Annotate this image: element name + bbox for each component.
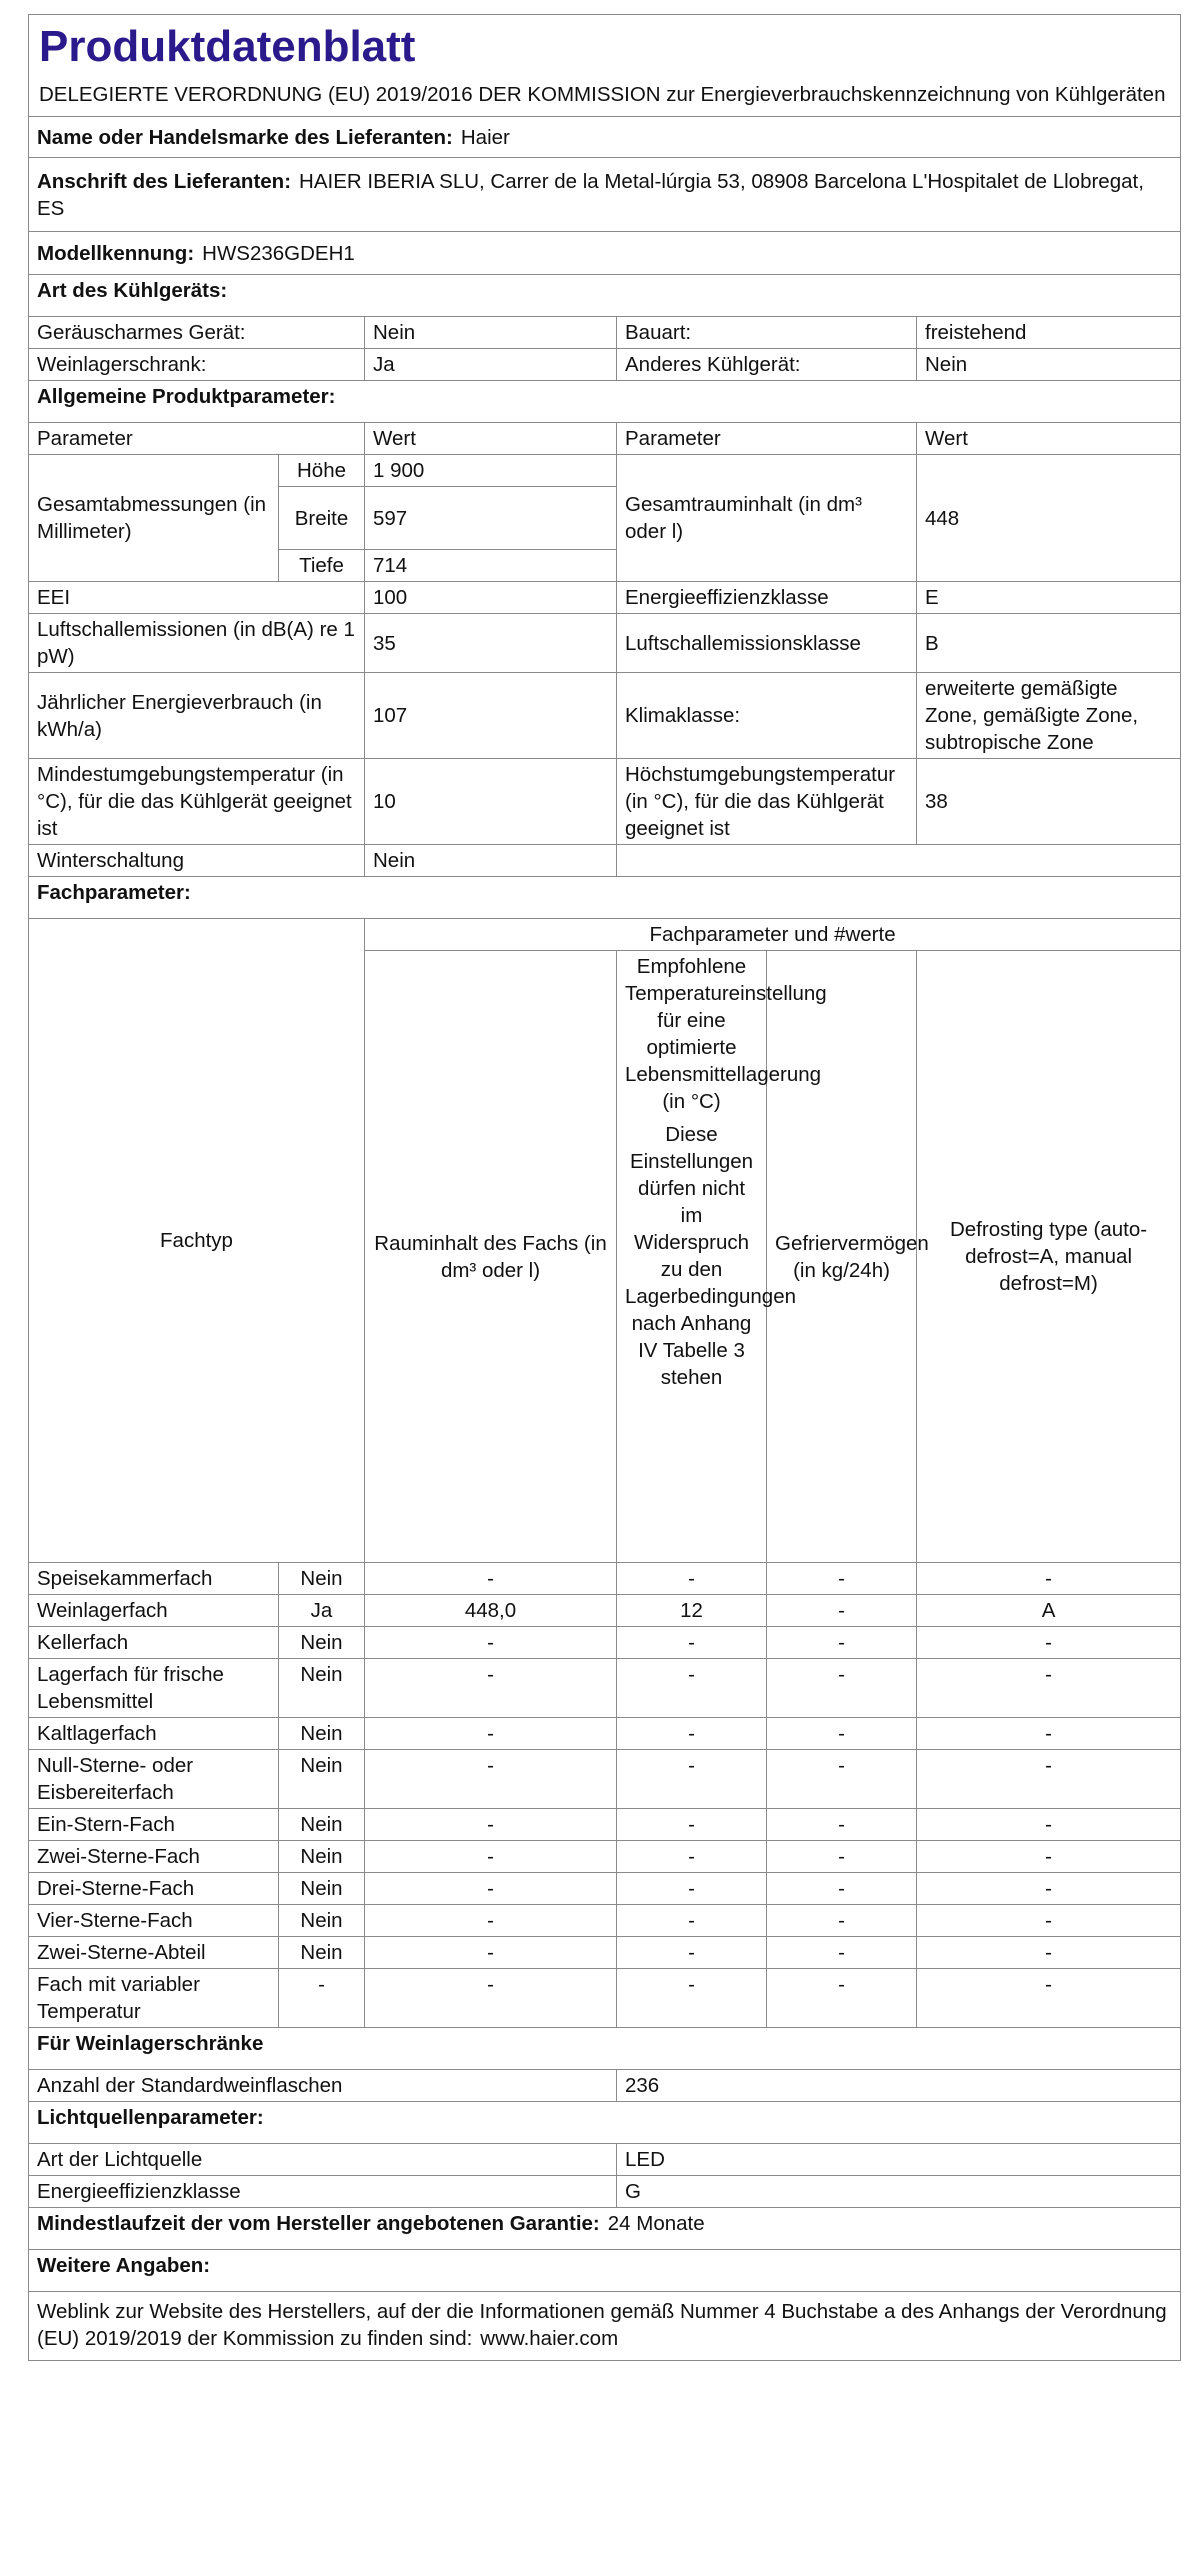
height-label: Höhe <box>279 455 365 487</box>
width-value: 597 <box>365 487 617 550</box>
light-heading: Lichtquellenparameter: <box>37 2106 264 2129</box>
compartment-freezing: - <box>767 1563 917 1595</box>
compartment-present: Nein <box>279 1841 365 1873</box>
compartment-temp: - <box>617 1873 767 1905</box>
height-value: 1 900 <box>365 455 617 487</box>
eei-row <box>29 582 1181 614</box>
supplier-name-row <box>29 117 1181 158</box>
compartment-rows <box>29 1563 1181 2028</box>
wine-heading-row <box>29 2028 1181 2070</box>
design-label: Bauart: <box>617 317 917 349</box>
compartment-volume: - <box>365 1627 617 1659</box>
compartments-heading: Fachparameter: <box>37 881 191 904</box>
compartment-present: Nein <box>279 1750 365 1809</box>
warranty-label: Mindestlaufzeit der vom Hersteller angebotenen Garantie: <box>37 2212 600 2235</box>
compartment-temp: - <box>617 1750 767 1809</box>
depth-label: Tiefe <box>279 550 365 582</box>
compartment-temp: - <box>617 1905 767 1937</box>
energy-consumption-label: Jährlicher Energieverbrauch (in kWh/a) <box>29 673 365 759</box>
winter-row <box>29 845 1181 877</box>
compartment-name: Vier-Sterne-Fach <box>29 1905 279 1937</box>
compartment-present: Nein <box>279 1809 365 1841</box>
col-parameter-2: Parameter <box>617 423 917 455</box>
wine-bottles-row <box>29 2070 1181 2102</box>
compartment-present: Ja <box>279 1595 365 1627</box>
compartment-row <box>29 1873 1181 1905</box>
eei-value: 100 <box>365 582 617 614</box>
compartment-freezing: - <box>767 1627 917 1659</box>
further-heading: Weitere Angaben: <box>37 2254 211 2277</box>
max-temp-value: 38 <box>917 759 1181 845</box>
compartment-volume: - <box>365 1750 617 1809</box>
compartment-temp: 12 <box>617 1595 767 1627</box>
compartment-present: Nein <box>279 1937 365 1969</box>
col-freezing-capacity: Gefriervermögen (in kg/24h) <box>767 951 917 1563</box>
warranty-value: 24 Monate <box>607 2212 705 2235</box>
appliance-type-heading-row <box>29 275 1181 317</box>
compartment-present: Nein <box>279 1659 365 1718</box>
compartment-defrost: - <box>917 1809 1181 1841</box>
compartment-defrost: - <box>917 1841 1181 1873</box>
noise-row <box>29 614 1181 673</box>
compartment-defrost: - <box>917 1937 1181 1969</box>
further-text: Weblink zur Website des Herstellers, auf der die Informationen gemäß Nummer 4 Buchstabe a des Anhangs der Verordnung (EU) 2019/2019 der Kommission zu finden sind: <box>37 2300 1167 2350</box>
compartment-row <box>29 1809 1181 1841</box>
page-title: Produktdatenblatt <box>39 22 416 71</box>
compartment-temp: - <box>617 1627 767 1659</box>
compartment-volume: - <box>365 1937 617 1969</box>
compartment-name: Speisekammerfach <box>29 1563 279 1595</box>
compartment-volume: 448,0 <box>365 1595 617 1627</box>
depth-value: 714 <box>365 550 617 582</box>
compartment-defrost: - <box>917 1627 1181 1659</box>
compartment-freezing: - <box>767 1937 917 1969</box>
compartment-defrost: - <box>917 1750 1181 1809</box>
noise-class-label: Luftschallemissionsklasse <box>617 614 917 673</box>
low-noise-label: Geräuscharmes Gerät: <box>29 317 365 349</box>
compartment-freezing: - <box>767 1809 917 1841</box>
compartment-freezing: - <box>767 1873 917 1905</box>
compartment-freezing: - <box>767 1718 917 1750</box>
supplier-address-row <box>29 158 1181 232</box>
winter-empty-cell <box>617 845 1181 877</box>
noise-label: Luftschallemissionen (in dB(A) re 1 pW) <box>29 614 365 673</box>
winter-label: Winterschaltung <box>29 845 365 877</box>
compartment-freezing: - <box>767 1969 917 2028</box>
col-value-1: Wert <box>365 423 617 455</box>
compartment-volume: - <box>365 1718 617 1750</box>
compartment-name: Zwei-Sterne-Abteil <box>29 1937 279 1969</box>
design-value: freistehend <box>917 317 1181 349</box>
compartment-present: Nein <box>279 1718 365 1750</box>
col-recommended-temp: Empfohlene Temperatureinstellung für eine optimierte Lebensmittellagerung (in °C) <box>625 955 827 1113</box>
compartment-volume: - <box>365 1969 617 2028</box>
noise-class-value: B <box>917 614 1181 673</box>
temperature-row <box>29 759 1181 845</box>
compartment-row <box>29 1563 1181 1595</box>
compartment-temp: - <box>617 1841 767 1873</box>
min-temp-value: 10 <box>365 759 617 845</box>
dimensions-label: Gesamtabmessungen (in Millimeter) <box>29 455 279 582</box>
light-type-value: LED <box>617 2144 1181 2176</box>
noise-value: 35 <box>365 614 617 673</box>
light-class-row <box>29 2176 1181 2208</box>
title-row <box>29 15 1181 117</box>
light-class-value: G <box>617 2176 1181 2208</box>
eei-label: EEI <box>29 582 365 614</box>
supplier-name-label: Name oder Handelsmarke des Lieferanten: <box>37 125 453 149</box>
compartment-defrost: - <box>917 1969 1181 2028</box>
height-row <box>29 455 1181 487</box>
appliance-type-row-2 <box>29 349 1181 381</box>
general-heading-row <box>29 381 1181 423</box>
compartment-temp: - <box>617 1809 767 1841</box>
product-data-sheet <box>28 14 1180 2361</box>
other-appliance-label: Anderes Kühlgerät: <box>617 349 917 381</box>
compartment-row <box>29 1969 1181 2028</box>
compartment-name: Drei-Sterne-Fach <box>29 1873 279 1905</box>
compartment-name: Zwei-Sterne-Fach <box>29 1841 279 1873</box>
compartment-name: Ein-Stern-Fach <box>29 1809 279 1841</box>
light-type-label: Art der Lichtquelle <box>29 2144 617 2176</box>
regulation-subtitle: DELEGIERTE VERORDNUNG (EU) 2019/2016 DER KOMMISSION zur Energieverbrauchskennzeichnung von Kühlgeräten <box>39 83 1166 106</box>
compartment-row <box>29 1718 1181 1750</box>
model-row <box>29 232 1181 275</box>
warranty-row <box>29 2208 1181 2250</box>
compartment-defrost: - <box>917 1873 1181 1905</box>
other-appliance-value: Nein <box>917 349 1181 381</box>
further-heading-row <box>29 2250 1181 2292</box>
compartment-present: Nein <box>279 1873 365 1905</box>
width-label: Breite <box>279 487 365 550</box>
light-type-row <box>29 2144 1181 2176</box>
min-temp-label: Mindestumgebungstemperatur (in °C), für die das Kühlgerät geeignet ist <box>29 759 365 845</box>
wine-cabinet-label: Weinlagerschrank: <box>29 349 365 381</box>
compartments-heading-row <box>29 877 1181 919</box>
col-compartment-type: Fachtyp <box>29 919 365 1563</box>
supplier-name-value: Haier <box>460 125 510 149</box>
model-value: HWS236GDEH1 <box>202 241 355 265</box>
compartment-temp: - <box>617 1659 767 1718</box>
wine-heading: Für Weinlagerschränke <box>37 2032 264 2055</box>
compartment-row <box>29 1659 1181 1718</box>
compartment-temp: - <box>617 1718 767 1750</box>
col-parameter-1: Parameter <box>29 423 365 455</box>
winter-value: Nein <box>365 845 617 877</box>
appliance-type-row-1 <box>29 317 1181 349</box>
compartment-name: Kaltlagerfach <box>29 1718 279 1750</box>
supplier-address-label: Anschrift des Lieferanten: <box>37 169 292 193</box>
further-text-row <box>29 2292 1181 2361</box>
compartment-row <box>29 1627 1181 1659</box>
compartment-present: Nein <box>279 1563 365 1595</box>
max-temp-label: Höchstumgebungstemperatur (in °C), für die das Kühlgerät geeignet ist <box>617 759 917 845</box>
compartment-freezing: - <box>767 1659 917 1718</box>
wine-cabinet-value: Ja <box>365 349 617 381</box>
energy-consumption-row <box>29 673 1181 759</box>
compartment-temp: - <box>617 1563 767 1595</box>
compartment-defrost: - <box>917 1659 1181 1718</box>
compartment-defrost: - <box>917 1905 1181 1937</box>
compartment-group-header-row <box>29 919 1181 951</box>
compartment-defrost: - <box>917 1718 1181 1750</box>
compartment-freezing: - <box>767 1750 917 1809</box>
compartment-volume: - <box>365 1873 617 1905</box>
compartment-row <box>29 1841 1181 1873</box>
energy-class-value: E <box>917 582 1181 614</box>
compartment-volume: - <box>365 1905 617 1937</box>
compartment-present: Nein <box>279 1905 365 1937</box>
compartment-name: Null-Sterne- oder Eisbereiterfach <box>29 1750 279 1809</box>
compartment-row <box>29 1595 1181 1627</box>
compartment-group-header: Fachparameter und #werte <box>365 919 1181 951</box>
compartment-freezing: - <box>767 1595 917 1627</box>
supplier-address-value: HAIER IBERIA SLU, Carrer de la Metal-lúrgia 53, 08908 Barcelona L'Hospitalet de Llobregat, ES <box>37 169 1144 220</box>
compartment-temp: - <box>617 1937 767 1969</box>
compartment-defrost: - <box>917 1563 1181 1595</box>
compartment-volume: - <box>365 1659 617 1718</box>
compartment-volume: - <box>365 1809 617 1841</box>
compartment-row <box>29 1905 1181 1937</box>
compartment-freezing: - <box>767 1841 917 1873</box>
wine-bottles-value: 236 <box>617 2070 1181 2102</box>
data-sheet-table <box>28 14 1181 2361</box>
compartment-name: Kellerfach <box>29 1627 279 1659</box>
col-value-2: Wert <box>917 423 1181 455</box>
general-header-row <box>29 423 1181 455</box>
low-noise-value: Nein <box>365 317 617 349</box>
compartment-volume: - <box>365 1841 617 1873</box>
climate-class-label: Klimaklasse: <box>617 673 917 759</box>
general-heading: Allgemeine Produktparameter: <box>37 385 336 408</box>
compartment-present: - <box>279 1969 365 2028</box>
total-volume-label: Gesamtrauminhalt (in dm³ oder l) <box>617 455 917 582</box>
compartment-defrost: A <box>917 1595 1181 1627</box>
manufacturer-weblink[interactable]: www.haier.com <box>480 2327 619 2350</box>
energy-consumption-value: 107 <box>365 673 617 759</box>
energy-class-label: Energieeffizienzklasse <box>617 582 917 614</box>
compartment-present: Nein <box>279 1627 365 1659</box>
compartment-temp: - <box>617 1969 767 2028</box>
compartment-name: Fach mit variabler Temperatur <box>29 1969 279 2028</box>
climate-class-value: erweiterte gemäßigte Zone, gemäßigte Zone, subtropische Zone <box>917 673 1181 759</box>
col-recommended-temp-note: Diese Einstellungen dürfen nicht im Widerspruch zu den Lagerbedingungen nach Anhang IV Tabelle 3 stehen <box>625 1123 796 1389</box>
wine-bottles-label: Anzahl der Standardweinflaschen <box>29 2070 617 2102</box>
light-class-label: Energieeffizienzklasse <box>29 2176 617 2208</box>
compartment-name: Lagerfach für frische Lebensmittel <box>29 1659 279 1718</box>
model-label: Modellkennung: <box>37 241 195 265</box>
col-compartment-volume: Rauminhalt des Fachs (in dm³ oder l) <box>365 951 617 1563</box>
light-heading-row <box>29 2102 1181 2144</box>
compartment-row <box>29 1750 1181 1809</box>
appliance-type-heading: Art des Kühlgeräts: <box>37 279 228 302</box>
compartment-volume: - <box>365 1563 617 1595</box>
compartment-freezing: - <box>767 1905 917 1937</box>
total-volume-value: 448 <box>917 455 1181 582</box>
compartment-name: Weinlagerfach <box>29 1595 279 1627</box>
compartment-row <box>29 1937 1181 1969</box>
col-defrosting-type: Defrosting type (auto-defrost=A, manual defrost=M) <box>917 951 1181 1563</box>
